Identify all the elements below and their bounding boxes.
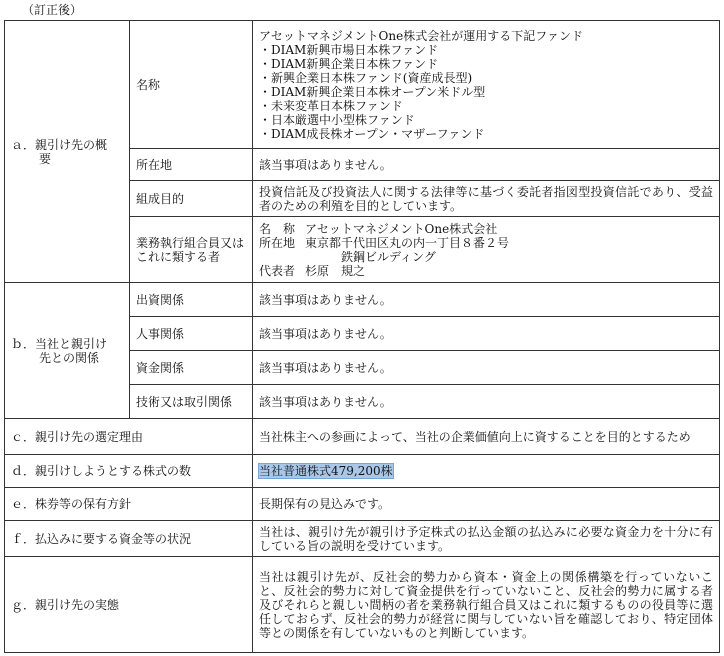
section-d-value-cell xyxy=(253,455,720,488)
section-d-label: ｄ．親引けしようとする株式の数 xyxy=(5,455,253,488)
purpose-value: 投資信託及び投資法人に関する法律等に基づく委託者指図型投資信託であり、受益者のための利殖を目的としています。 xyxy=(253,181,720,217)
funds-label: 資金関係 xyxy=(130,351,253,385)
row-share-count xyxy=(5,455,720,488)
section-b-label xyxy=(5,283,130,419)
section-f-label: ｆ．払込みに要する資金等の状況 xyxy=(5,521,253,557)
fund-item: ・新興企業日本株ファンド(資産成長型) xyxy=(259,70,473,85)
technology-value: 該当事項はありません。 xyxy=(253,385,720,419)
name-value xyxy=(253,21,720,149)
personnel-value: 該当事項はありません。 xyxy=(253,317,720,351)
fund-item: ・未来変革日本株ファンド xyxy=(259,98,403,113)
section-c-label: ｃ．親引け先の選定理由 xyxy=(5,419,253,455)
row-holding-policy xyxy=(5,488,720,521)
row-name xyxy=(5,21,720,149)
funds-value: 該当事項はありません。 xyxy=(253,351,720,385)
row-actual-status xyxy=(5,557,720,653)
section-a-label-line1: ａ．親引け先の概 xyxy=(11,137,108,152)
section-d-value: 当社普通株式479,200株 xyxy=(259,464,393,478)
capital-label: 出資関係 xyxy=(130,283,253,317)
exec-address-key: 所在地 xyxy=(259,235,296,250)
location-value: 該当事項はありません。 xyxy=(253,149,720,181)
row-selection-reason xyxy=(5,419,720,455)
allottee-overview-table xyxy=(4,20,720,653)
fund-item: ・DIAM新興企業日本株オープン米ドル型 xyxy=(259,84,486,99)
section-e-value: 長期保有の見込みです。 xyxy=(253,488,720,521)
exec-address-value: 東京都千代田区丸の内一丁目８番２号 xyxy=(305,235,510,250)
exec-address-building: 鉄鋼ビルディング xyxy=(341,249,436,264)
exec-value xyxy=(253,217,720,283)
section-b-label-line1: ｂ．当社と親引け xyxy=(11,336,108,351)
row-capital xyxy=(5,283,720,317)
fund-item: ・DIAM成長株オープン・マザーファンド xyxy=(259,126,485,141)
capital-value: 該当事項はありません。 xyxy=(253,283,720,317)
section-e-label: ｅ．株券等の保有方針 xyxy=(5,488,253,521)
fund-item: ・日本厳選中小型株ファンド xyxy=(259,112,415,127)
section-b-label-line2: 先との関係 xyxy=(39,350,100,365)
section-g-value: 当社は親引け先が、反社会的勢力から資本・資金上の関係構築を行っていないこと、反社会的勢力に対して資金提供を行っていないこと、反社会的勢力に属する者及びそれらと親しい間柄の者を業務執行組合員又はこれに類するものの役員等に選任しておらず、反社会的勢力が経営に関与していない旨を確認しており、特定団体等との関係を有していないものと判断しています。 xyxy=(253,557,720,653)
exec-name-key: 名 称 xyxy=(259,221,296,236)
personnel-label: 人事関係 xyxy=(130,317,253,351)
location-label: 所在地 xyxy=(130,149,253,181)
name-label: 名称 xyxy=(130,21,253,149)
exec-name-value: アセットマネジメントOne株式会社 xyxy=(305,221,498,236)
row-funding-status xyxy=(5,521,720,557)
fund-intro: アセットマネジメントOne株式会社が運用する下記ファンド xyxy=(259,28,583,43)
section-c-value: 当社株主への参画によって、当社の企業価値向上に資することを目的とするため xyxy=(253,419,720,455)
section-g-label: ｇ．親引け先の実態 xyxy=(5,557,253,653)
section-a-label xyxy=(5,21,130,283)
fund-item: ・DIAM新興市場日本株ファンド xyxy=(259,42,439,57)
section-a-label-line2: 要 xyxy=(39,151,52,166)
caption: （訂正後） xyxy=(22,3,83,17)
section-f-value: 当社は、親引け先が親引け予定株式の払込金額の払込みに必要な資金力を十分に有している旨の説明を受けています。 xyxy=(253,521,720,557)
exec-label: 業務執行組合員又はこれに類する者 xyxy=(130,217,253,283)
technology-label: 技術又は取引関係 xyxy=(130,385,253,419)
fund-item: ・DIAM新興企業日本株ファンド xyxy=(259,56,439,71)
exec-rep-value: 杉原 規之 xyxy=(305,263,366,278)
purpose-label: 組成目的 xyxy=(130,181,253,217)
exec-rep-key: 代表者 xyxy=(259,263,296,278)
